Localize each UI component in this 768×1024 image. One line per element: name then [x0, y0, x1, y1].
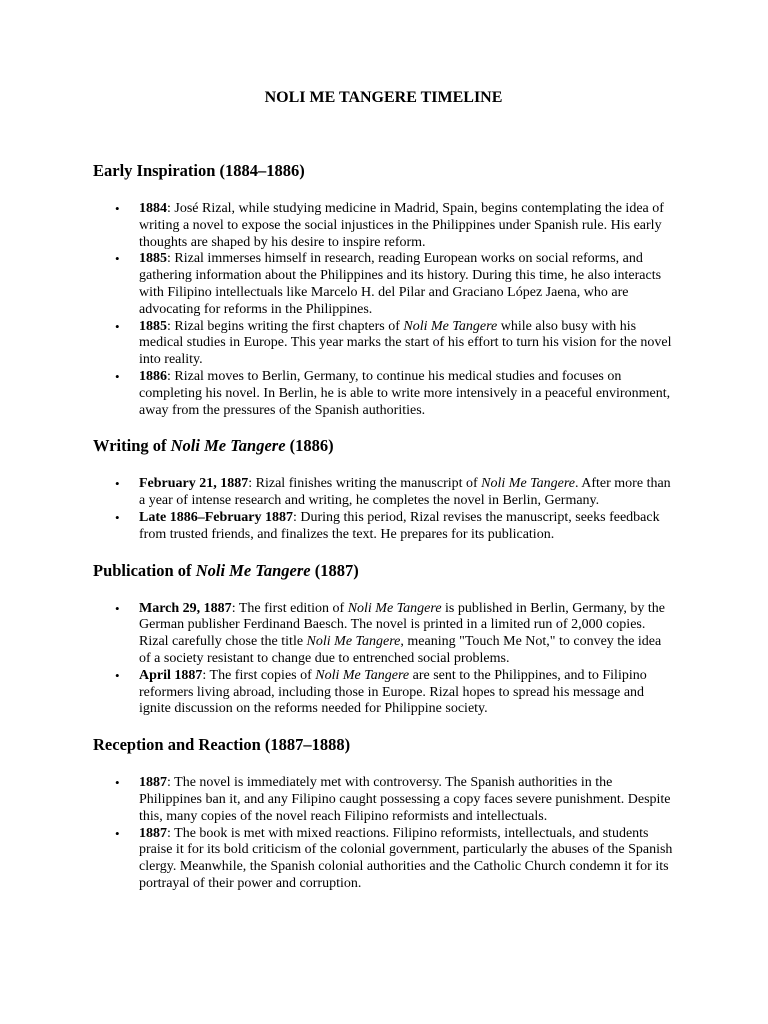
- text-run: . After more than a year of intense research and writing, he completes the novel in Berlin, Germany.: [139, 476, 671, 509]
- timeline-section: [93, 561, 674, 719]
- book-title: Noli Me Tangere: [347, 600, 442, 616]
- document-title: NOLI ME TANGERE TIMELINE: [264, 89, 503, 106]
- section-heading: [93, 436, 674, 456]
- timeline-item: [139, 476, 674, 510]
- text-run: : The book is met with mixed reactions. Filipino reformists, intellectuals, and students praise it for its bold criticism of the colonial government, particularly the abuses of the Spanish clergy. Meanwhile, the Spanish colonial authorities and the Catholic Church condemn it for its portrayal of their power and corruption.: [139, 825, 673, 891]
- timeline-section: [93, 436, 674, 543]
- timeline-item: [139, 251, 674, 318]
- timeline-list: [93, 201, 674, 419]
- text-run: : The novel is immediately met with controversy. The Spanish authorities in the Philippines ban it, and any Filipino caught possessing a copy faces severe punishment. Despite this, many copies of the novel reach Filipino reformists and intellectuals.: [139, 775, 671, 824]
- date-label: February 21, 1887: [139, 476, 249, 492]
- timeline-item: [139, 668, 674, 718]
- date-label: 1887: [139, 825, 167, 841]
- date-label: March 29, 1887: [139, 600, 232, 616]
- text-run: : Rizal finishes writing the manuscript of: [248, 476, 482, 492]
- text-run: , meaning "Touch Me Not," to convey the idea of a society resistant to change due to entrenched social problems.: [139, 634, 662, 666]
- date-label: April 1887: [139, 667, 203, 683]
- book-title: Noli Me Tangere: [306, 634, 401, 650]
- text-run: : The first edition of: [231, 600, 348, 616]
- date-label: 1886: [139, 368, 167, 384]
- timeline-item: [139, 826, 674, 893]
- text-run: : Rizal immerses himself in research, reading European works on social reforms, and gathering information about the Philippines and its history. During this time, he also interacts with Filipino intellectuals like Marcelo H. del Pilar and Graciano López Jaena, who are advocating for reforms in the Philippines.: [139, 251, 662, 317]
- book-title: Noli Me Tangere: [170, 436, 286, 456]
- text-run: while also busy with his medical studies in Europe. This year marks the start of his effort to turn his vision for the novel into reality.: [139, 318, 672, 368]
- book-title: Noli Me Tangere: [403, 318, 498, 334]
- text-run: : The first copies of: [202, 667, 316, 683]
- timeline-item: [139, 601, 674, 668]
- timeline-item: [139, 369, 674, 419]
- date-label: 1884: [139, 201, 167, 216]
- section-heading: [93, 561, 674, 581]
- text-run: Reception and Reaction (1887–1888): [93, 735, 351, 755]
- timeline-item: [139, 319, 674, 369]
- document-body: [93, 161, 674, 893]
- section-heading: [93, 735, 674, 755]
- date-label: 1887: [139, 775, 167, 791]
- text-run: (1887): [310, 560, 359, 580]
- date-label: 1885: [139, 251, 167, 267]
- text-run: are sent to the Philippines, and to Filipino reformers living abroad, including those in Europe. Rizal hopes to spread his message and ignite discussion on the reforms needed for Philippine society.: [139, 667, 647, 717]
- text-run: Early Inspiration (1884–1886): [93, 161, 305, 180]
- text-run: Publication of: [93, 560, 196, 580]
- text-run: (1886): [285, 436, 334, 456]
- book-title: Noli Me Tangere: [195, 560, 311, 580]
- text-run: : Rizal moves to Berlin, Germany, to continue his medical studies and focuses on completing his novel. In Berlin, he is able to write more intensively in a peaceful environment, away from the pressures of the Spanish authorities.: [139, 368, 671, 418]
- text-run: : Rizal begins writing the first chapters of: [167, 318, 404, 334]
- timeline-item: [139, 510, 674, 544]
- book-title: Noli Me Tangere: [481, 476, 576, 492]
- timeline-item: [139, 201, 674, 251]
- text-run: : José Rizal, while studying medicine in Madrid, Spain, begins contemplating the idea of writing a novel to expose the social injustices in the Philippines under Spanish rule. His early thoughts are shaped by his desire to inspire reform.: [139, 201, 664, 250]
- timeline-section: [93, 161, 674, 419]
- timeline-list: [93, 601, 674, 719]
- section-heading: [93, 161, 674, 181]
- text-run: is published in Berlin, Germany, by the German publisher Ferdinand Baesch. The novel is printed in a limited run of 2,000 copies. Rizal carefully chose the title: [139, 600, 665, 650]
- date-label: Late 1886–February 1887: [139, 509, 293, 525]
- timeline-item: [139, 775, 674, 825]
- date-label: 1885: [139, 318, 167, 334]
- book-title: Noli Me Tangere: [315, 667, 410, 683]
- timeline-list: [93, 775, 674, 893]
- timeline-list: [93, 476, 674, 543]
- text-run: Writing of: [93, 436, 171, 456]
- text-run: : During this period, Rizal revises the manuscript, seeks feedback from trusted friends, and finalizes the text. He prepares for its publication.: [139, 509, 660, 542]
- timeline-section: [93, 735, 674, 893]
